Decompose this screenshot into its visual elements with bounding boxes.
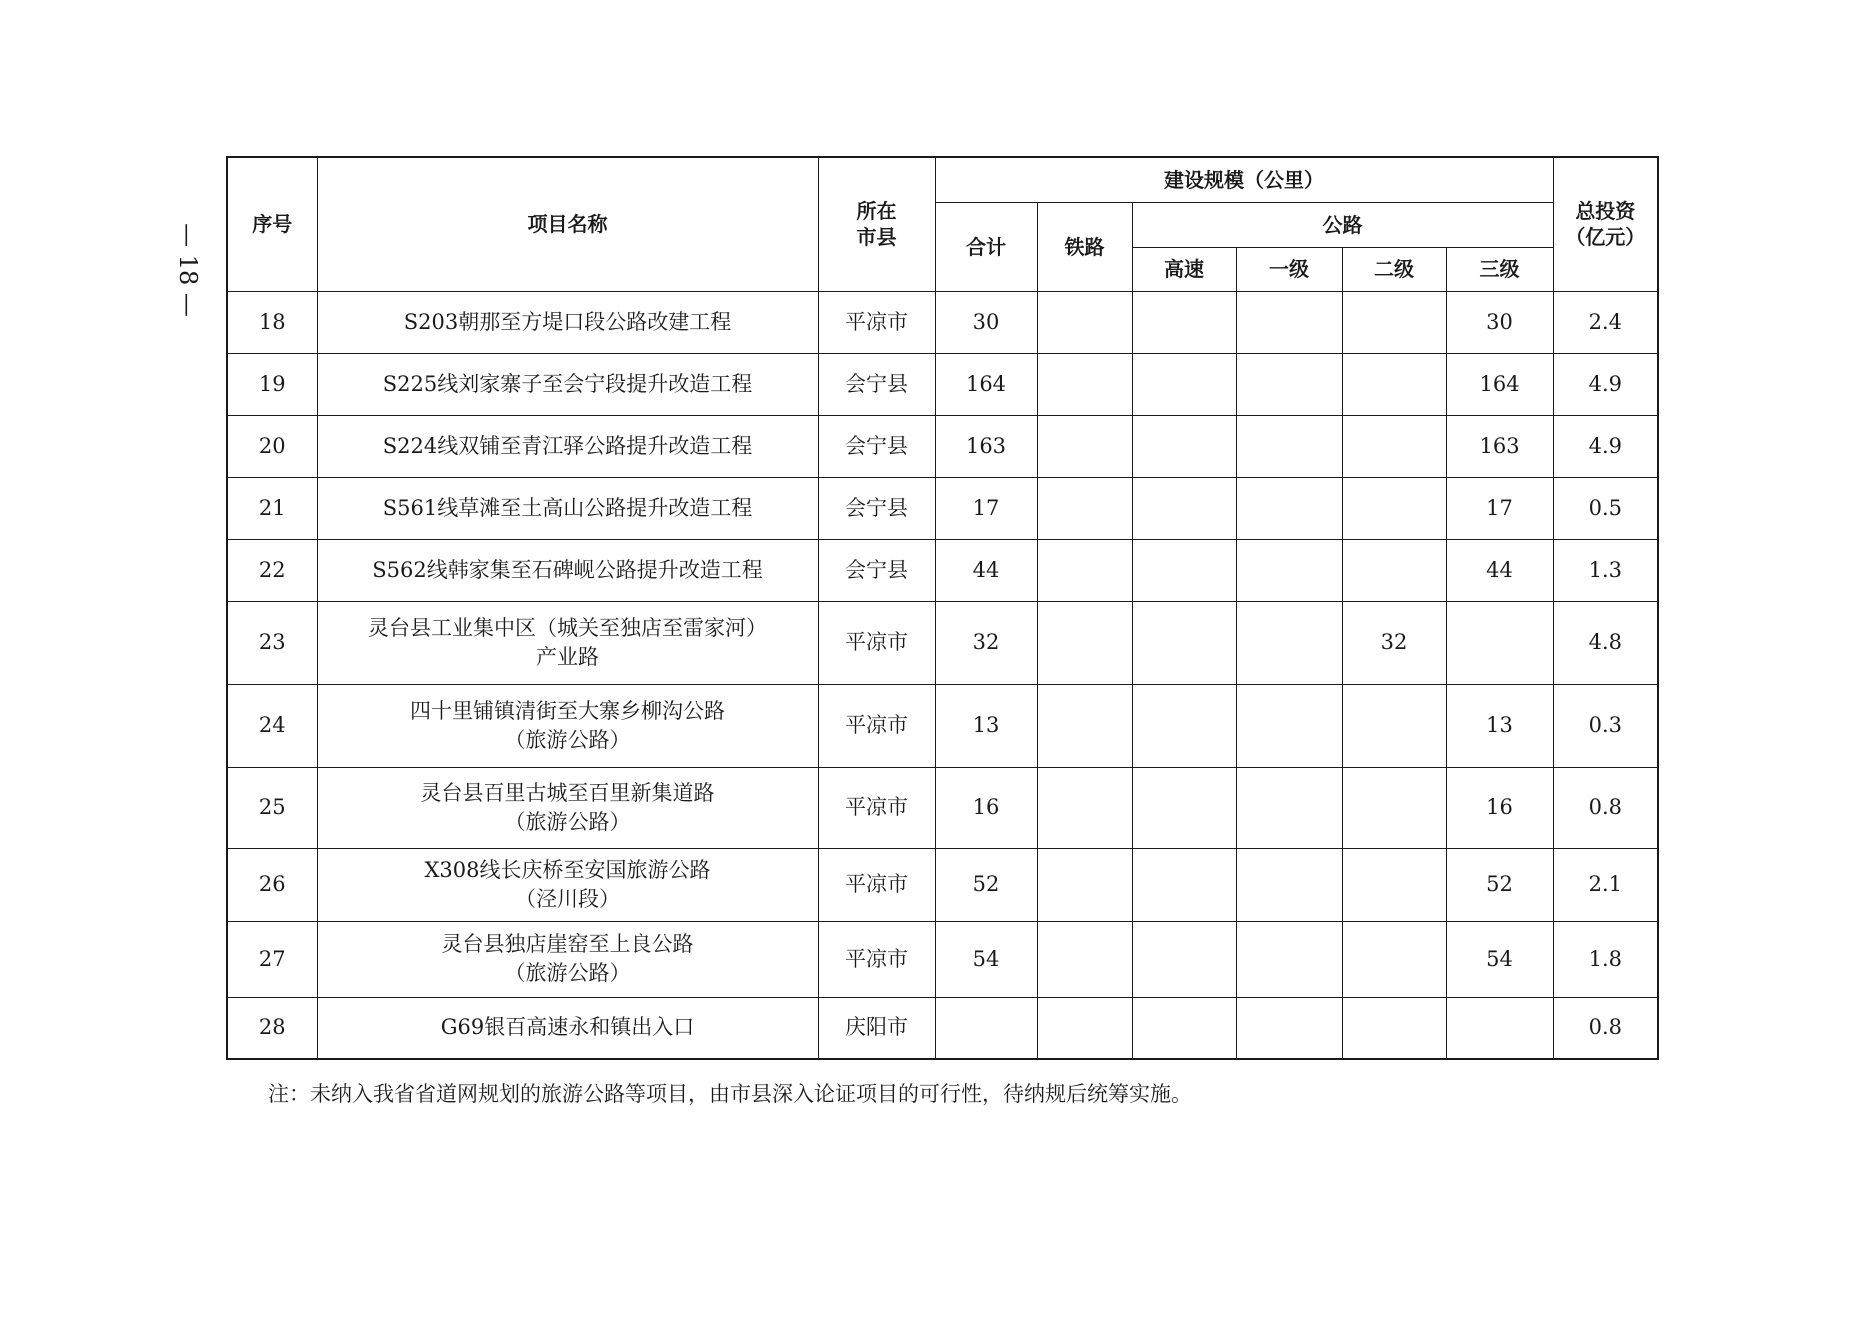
header-investment: 总投资 （亿元）	[1553, 157, 1658, 291]
cell-class1	[1236, 921, 1342, 997]
cell-class2	[1342, 848, 1446, 921]
cell-total: 44	[935, 539, 1037, 601]
cell-index: 18	[227, 291, 317, 353]
cell-railway	[1037, 353, 1132, 415]
cell-name: 灵台县百里古城至百里新集道路 （旅游公路）	[317, 767, 818, 848]
cell-name: S225线刘家寨子至会宁段提升改造工程	[317, 353, 818, 415]
cell-expressway	[1132, 415, 1236, 477]
cell-total: 32	[935, 601, 1037, 684]
cell-index: 19	[227, 353, 317, 415]
cell-class2	[1342, 767, 1446, 848]
cell-location: 平凉市	[818, 291, 935, 353]
cell-class2	[1342, 539, 1446, 601]
cell-railway	[1037, 415, 1132, 477]
cell-class3	[1446, 601, 1553, 684]
cell-class1	[1236, 767, 1342, 848]
cell-location: 平凉市	[818, 767, 935, 848]
header-index: 序号	[227, 157, 317, 291]
cell-class1	[1236, 477, 1342, 539]
table-row	[227, 415, 1658, 477]
cell-class3	[1446, 997, 1553, 1059]
cell-index: 24	[227, 684, 317, 767]
header-class3: 三级	[1446, 247, 1553, 291]
table-row	[227, 539, 1658, 601]
cell-name: S224线双铺至青江驿公路提升改造工程	[317, 415, 818, 477]
cell-class2	[1342, 921, 1446, 997]
cell-total: 13	[935, 684, 1037, 767]
project-table	[226, 156, 1659, 1060]
table-row	[227, 353, 1658, 415]
cell-railway	[1037, 601, 1132, 684]
cell-name: 灵台县独店崖窑至上良公路 （旅游公路）	[317, 921, 818, 997]
cell-location: 会宁县	[818, 415, 935, 477]
cell-class1	[1236, 539, 1342, 601]
header-railway: 铁路	[1037, 202, 1132, 291]
cell-expressway	[1132, 539, 1236, 601]
cell-class1	[1236, 997, 1342, 1059]
cell-railway	[1037, 539, 1132, 601]
header-road-group: 公路	[1132, 202, 1553, 247]
cell-class3: 17	[1446, 477, 1553, 539]
cell-class1	[1236, 291, 1342, 353]
cell-investment: 1.8	[1553, 921, 1658, 997]
table-body	[227, 291, 1658, 1059]
cell-class1	[1236, 601, 1342, 684]
cell-name: S562线韩家集至石碑岘公路提升改造工程	[317, 539, 818, 601]
cell-location: 会宁县	[818, 477, 935, 539]
cell-total: 164	[935, 353, 1037, 415]
cell-name: S203朝那至方堤口段公路改建工程	[317, 291, 818, 353]
cell-expressway	[1132, 997, 1236, 1059]
cell-investment: 1.3	[1553, 539, 1658, 601]
cell-railway	[1037, 848, 1132, 921]
table-row	[227, 477, 1658, 539]
cell-index: 20	[227, 415, 317, 477]
cell-total: 16	[935, 767, 1037, 848]
cell-total: 30	[935, 291, 1037, 353]
cell-expressway	[1132, 291, 1236, 353]
cell-expressway	[1132, 767, 1236, 848]
cell-total	[935, 997, 1037, 1059]
cell-location: 平凉市	[818, 848, 935, 921]
cell-class2	[1342, 477, 1446, 539]
header-class1: 一级	[1236, 247, 1342, 291]
cell-class3: 52	[1446, 848, 1553, 921]
cell-railway	[1037, 291, 1132, 353]
page-number-text: — 18 —	[174, 223, 203, 317]
cell-expressway	[1132, 848, 1236, 921]
cell-total: 17	[935, 477, 1037, 539]
cell-class2	[1342, 291, 1446, 353]
cell-total: 163	[935, 415, 1037, 477]
cell-name: 四十里铺镇清街至大寨乡柳沟公路 （旅游公路）	[317, 684, 818, 767]
cell-name: X308线长庆桥至安国旅游公路 （泾川段）	[317, 848, 818, 921]
cell-location: 会宁县	[818, 353, 935, 415]
cell-total: 54	[935, 921, 1037, 997]
header-total: 合计	[935, 202, 1037, 291]
cell-class1	[1236, 684, 1342, 767]
cell-railway	[1037, 921, 1132, 997]
cell-name: S561线草滩至土高山公路提升改造工程	[317, 477, 818, 539]
header-name: 项目名称	[317, 157, 818, 291]
cell-investment: 4.9	[1553, 415, 1658, 477]
cell-railway	[1037, 997, 1132, 1059]
cell-location: 平凉市	[818, 601, 935, 684]
header-location: 所在 市县	[818, 157, 935, 291]
cell-location: 平凉市	[818, 921, 935, 997]
cell-index: 28	[227, 997, 317, 1059]
cell-investment: 0.8	[1553, 767, 1658, 848]
header-scale-group: 建设规模（公里）	[935, 157, 1553, 202]
table-row	[227, 921, 1658, 997]
cell-class1	[1236, 415, 1342, 477]
table-row	[227, 291, 1658, 353]
cell-class3: 164	[1446, 353, 1553, 415]
cell-class2	[1342, 415, 1446, 477]
cell-expressway	[1132, 921, 1236, 997]
cell-expressway	[1132, 601, 1236, 684]
cell-expressway	[1132, 353, 1236, 415]
cell-total: 52	[935, 848, 1037, 921]
header-expressway: 高速	[1132, 247, 1236, 291]
cell-investment: 0.3	[1553, 684, 1658, 767]
table-note: 注：未纳入我省省道网规划的旅游公路等项目，由市县深入论证项目的可行性，待纳规后统筹实施。	[268, 1082, 1192, 1106]
cell-index: 21	[227, 477, 317, 539]
cell-location: 庆阳市	[818, 997, 935, 1059]
cell-railway	[1037, 767, 1132, 848]
cell-index: 25	[227, 767, 317, 848]
cell-expressway	[1132, 684, 1236, 767]
cell-investment: 2.4	[1553, 291, 1658, 353]
cell-investment: 4.9	[1553, 353, 1658, 415]
cell-class1	[1236, 353, 1342, 415]
cell-railway	[1037, 684, 1132, 767]
table-row	[227, 767, 1658, 848]
cell-location: 平凉市	[818, 684, 935, 767]
cell-class3: 44	[1446, 539, 1553, 601]
cell-class3: 163	[1446, 415, 1553, 477]
cell-class2	[1342, 353, 1446, 415]
cell-name: 灵台县工业集中区（城关至独店至雷家河） 产业路	[317, 601, 818, 684]
table-row	[227, 684, 1658, 767]
cell-class2	[1342, 997, 1446, 1059]
cell-investment: 4.8	[1553, 601, 1658, 684]
cell-class3: 54	[1446, 921, 1553, 997]
cell-class1	[1236, 848, 1342, 921]
cell-name: G69银百高速永和镇出入口	[317, 997, 818, 1059]
table-row	[227, 997, 1658, 1059]
cell-location: 会宁县	[818, 539, 935, 601]
cell-investment: 0.8	[1553, 997, 1658, 1059]
cell-class2: 32	[1342, 601, 1446, 684]
cell-class3: 30	[1446, 291, 1553, 353]
cell-class2	[1342, 684, 1446, 767]
cell-railway	[1037, 477, 1132, 539]
cell-index: 22	[227, 539, 317, 601]
table-header	[227, 157, 1658, 291]
cell-class3: 16	[1446, 767, 1553, 848]
cell-expressway	[1132, 477, 1236, 539]
cell-index: 27	[227, 921, 317, 997]
table-row	[227, 848, 1658, 921]
cell-investment: 2.1	[1553, 848, 1658, 921]
table-row	[227, 601, 1658, 684]
header-class2: 二级	[1342, 247, 1446, 291]
cell-investment: 0.5	[1553, 477, 1658, 539]
cell-index: 26	[227, 848, 317, 921]
page-number	[168, 205, 208, 335]
cell-class3: 13	[1446, 684, 1553, 767]
cell-index: 23	[227, 601, 317, 684]
